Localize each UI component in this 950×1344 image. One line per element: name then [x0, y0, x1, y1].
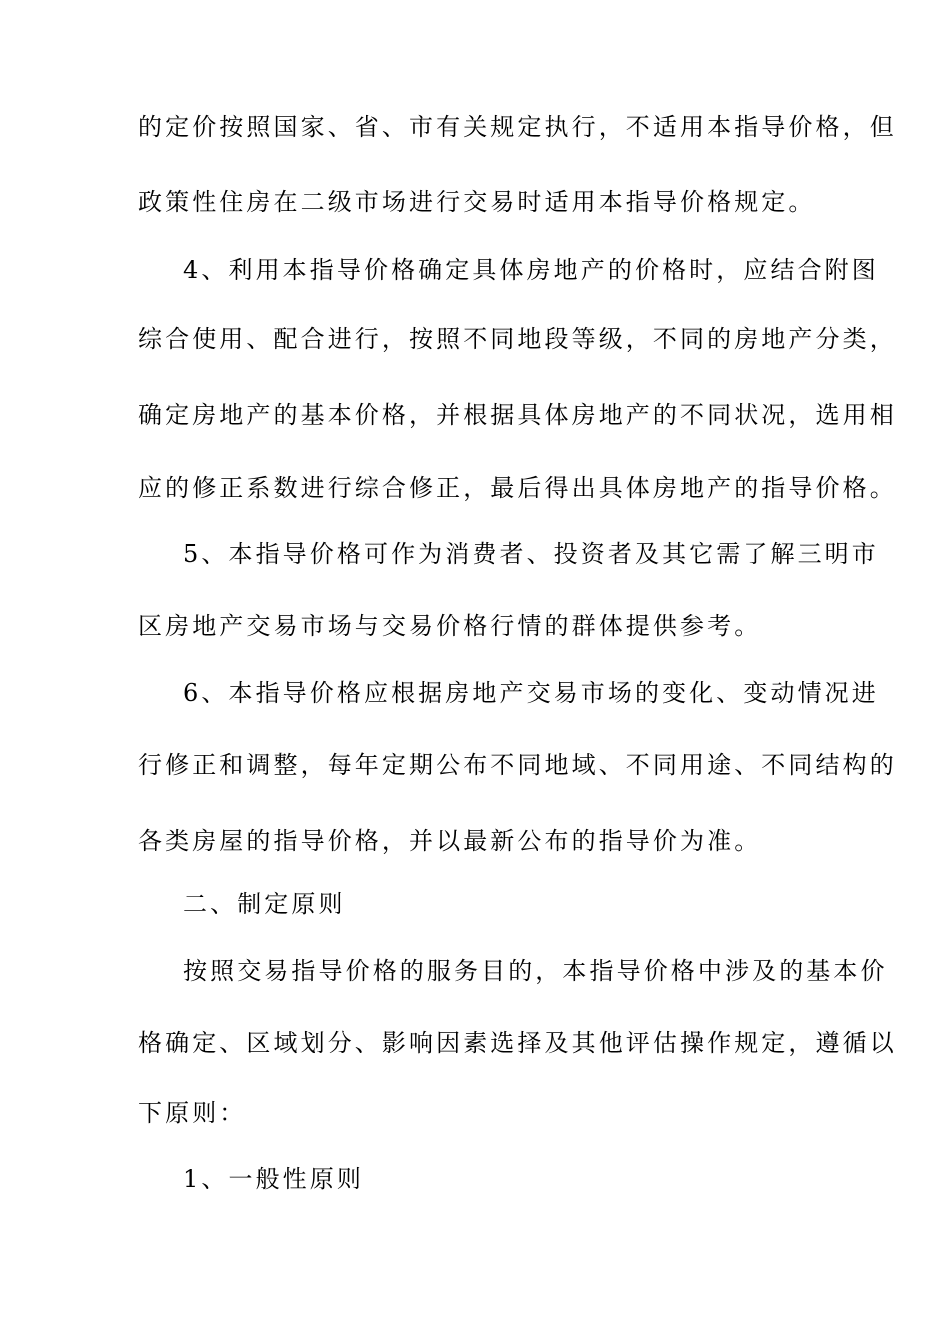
text-line: 政策性住房在二级市场进行交易时适用本指导价格规定。 [138, 188, 816, 216]
text-line: 各类房屋的指导价格，并以最新公布的指导价为准。 [138, 827, 762, 855]
text-line: 综合使用、配合进行，按照不同地段等级，不同的房地产分类， [138, 325, 897, 353]
paragraph-start-item-5: 5、本指导价格可作为消费者、投资者及其它需了解三明市 [183, 540, 879, 568]
text-line: 确定房地产的基本价格，并根据具体房地产的不同状况，选用相 [138, 401, 897, 429]
text-line: 应的修正系数进行综合修正，最后得出具体房地产的指导价格。 [138, 474, 897, 502]
text-line: 下原则： [138, 1099, 247, 1127]
text-line: 的定价按照国家、省、市有关规定执行，不适用本指导价格，但 [138, 113, 897, 141]
section-heading: 二、制定原则 [183, 890, 346, 918]
text-line: 区房地产交易市场与交易价格行情的群体提供参考。 [138, 612, 762, 640]
paragraph-start-item-4: 4、利用本指导价格确定具体房地产的价格时，应结合附图 [183, 256, 879, 284]
text-line: 格确定、区域划分、影响因素选择及其他评估操作规定，遵循以 [138, 1029, 897, 1057]
paragraph-start: 按照交易指导价格的服务目的，本指导价格中涉及的基本价 [183, 957, 888, 985]
paragraph-start-item-6: 6、本指导价格应根据房地产交易市场的变化、变动情况进 [183, 679, 879, 707]
subsection-heading: 1、一般性原则 [183, 1165, 364, 1193]
text-line: 行修正和调整，每年定期公布不同地域、不同用途、不同结构的 [138, 751, 897, 779]
